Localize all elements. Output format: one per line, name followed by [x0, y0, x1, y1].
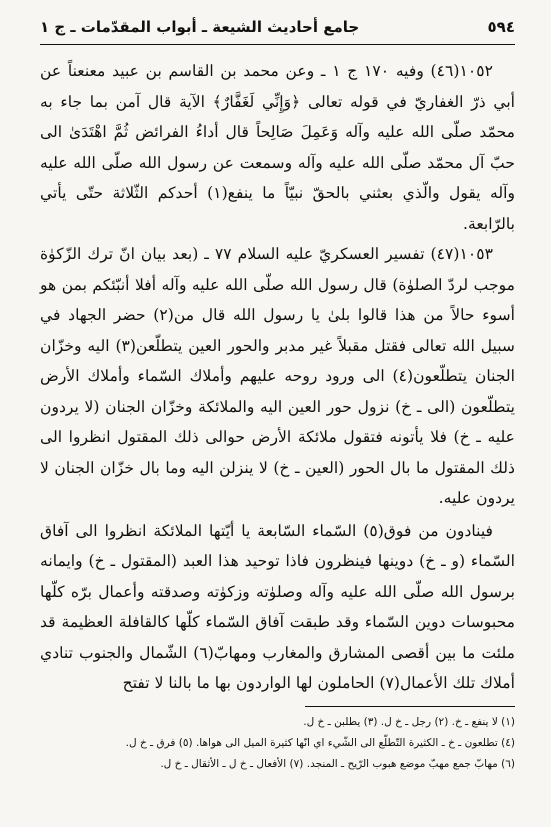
main-text — [40, 56, 515, 699]
header-title: جامع أحاديث الشيعة ـ أبواب المقدّمات ـ ج ١ — [40, 18, 360, 36]
hadith-1053: ١٠٥٣(٤٧) تفسير العسكريّ عليه السلام ٧٧ ـ (بعد بيان انّ ترك الزّكوٰة موجب لردّ الصلوٰة) قال رسول الله صلّى الله عليه وآله أفلا أنبّئكم بمن هو أسوء حالاً من هذا قالوا بلىٰ يا رسول الله قال من(٢) حضر الجهاد في سبيل الله تعالى فقتل مقبلاً غير مدبر والحور العين يتطلّعن(٣) اليه وخزّان الجنان يتطلّعون(٤) الى ورود روحه عليهم وأملاك السّماء وأملاك الأرض يتطلّعون (الى ـ خ) نزول حور العين اليه والملائكة وخزّان الجنان (لا يردون عليه ـ خ) فلا يأتونه فتقول ملائكة الأرض حوالى ذلك المقتول انظروا الى ذلك المقتول ما بال الحور (العين ـ خ) لا ينزلن اليه وما بال خزّان الجنان لا يردون عليه. — [40, 245, 515, 507]
running-header — [40, 14, 515, 40]
page-number: ٥٩٤ — [487, 18, 515, 36]
paragraph-continuation: فينادون من فوق(٥) السّماء السّابعة يا أيّتها الملائكة انظروا الى آفاق السّماء (و ـ خ) دوينها فينظرون فاذا توحيد هذا العبد (المقتول ـ خ) وايمانه برسول الله صلّى الله عليه وآله وصلوٰته وزكوٰته وصدقته وأعمال برّه كلّها محبوسات دوين السّماء وقد طبقت آفاق السّماء كلّها كالقافلة العظيمة قد ملئت ما بين أقصى المشارق والمغارب ومهابّ(٦) الشّمال والجنوب تنادي أملاك تلك الأعمال(٧) الحاملون لها الواردون بها ما بالنا لا تفتح — [40, 521, 515, 692]
hadith-1052: ١٠٥٢(٤٦) وفيه ١٧٠ ج ١ ـ وعن محمد بن القاسم بن عبيد معنعناً عن أبي ذرّ الغفاريّ في قوله تعالى ﴿وَإِنِّي لَغَفَّارٌ﴾ الآية قال آمن بما جاء به محمّد صلّى الله عليه وآله وَعَمِلَ صَالِحاً قال أداءُ الفرائض ثُمَّ اهْتَدَىٰ الى حبّ آل محمّد صلّى الله عليه وآله وسمعت عن رسول الله صلّى الله عليه وآله يقول والّذي بعثني بالحقّ نبيّاً ما ينفع(١) أحدكم الثّلاثة حتّى يأتي بالرّابعة. — [40, 62, 515, 233]
footnotes — [40, 712, 515, 775]
footnote-line: (٦) مهابّ جمع مهبّ موضع هبوب الرّيح ـ المنجد. (٧) الأفعال ـ خ ل ـ الأثقال ـ خ ل. — [160, 758, 515, 770]
header-rule — [40, 44, 515, 45]
footnote-rule — [305, 706, 515, 707]
footnote-line: (٤) تطلعون ـ خ ـ الكثيرة التّطلّع الى الشّيء اي انّها كثيرة الميل الى هواها. (٥) فرق ـ خ ل. — [125, 737, 515, 749]
footnote-line: (١) لا ينفع ـ خ. (٢) رجل ـ خ ل. (٣) يطلبن ـ خ ل. — [303, 716, 515, 728]
